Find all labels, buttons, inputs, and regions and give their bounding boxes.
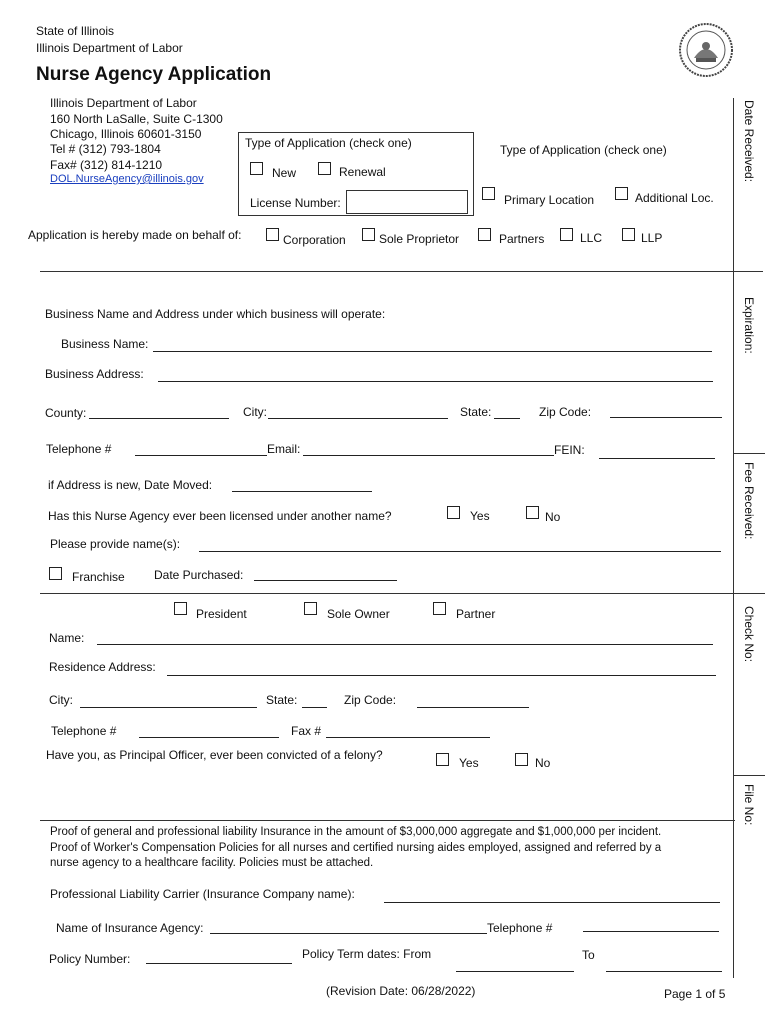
license-label: License Number: (250, 196, 341, 210)
agency-input[interactable] (210, 933, 487, 934)
partners-label: Partners (499, 232, 545, 246)
fee-received-label: Fee Received: (742, 462, 756, 540)
telephone-input[interactable] (135, 455, 267, 456)
agency-telephone-label: Telephone # (487, 921, 553, 935)
officer-city-input[interactable] (80, 707, 257, 708)
insurance-para-3: nurse agency to a healthcare facility. Policies must be attached. (50, 857, 374, 869)
provide-names-input[interactable] (199, 551, 721, 552)
llp-checkbox[interactable] (622, 228, 635, 241)
date-purchased-input[interactable] (254, 580, 397, 581)
business-intro: Business Name and Address under which business will operate: (45, 307, 386, 321)
partner-label: Partner (456, 607, 496, 621)
state-field-label: State: (460, 405, 492, 419)
email-input[interactable] (303, 455, 554, 456)
agency-telephone-input[interactable] (583, 931, 719, 932)
state-seal-icon (678, 22, 734, 78)
llp-label: LLP (641, 231, 663, 245)
telephone-label: Telephone # (46, 442, 112, 456)
behalf-label: Application is hereby made on behalf of: (28, 228, 242, 242)
provide-names-label: Please provide name(s): (50, 537, 181, 551)
date-moved-input[interactable] (232, 491, 372, 492)
partner-checkbox[interactable] (433, 602, 446, 615)
zip-label: Zip Code: (539, 405, 592, 419)
date-moved-label: if Address is new, Date Moved: (48, 478, 213, 492)
policy-from-input[interactable] (456, 971, 574, 972)
officer-name-input[interactable] (97, 644, 713, 645)
renewal-label: Renewal (339, 165, 386, 179)
licensed-question: Has this Nurse Agency ever been licensed under another name? (48, 509, 392, 523)
felony-yes-checkbox[interactable] (436, 753, 449, 766)
date-purchased-label: Date Purchased: (154, 568, 244, 582)
app-type-2-label: Type of Application (check one) (500, 143, 667, 157)
felony-question: Have you, as Principal Officer, ever been convicted of a felony? (46, 748, 383, 762)
business-name-label: Business Name: (61, 337, 149, 351)
business-name-input[interactable] (153, 351, 712, 352)
officer-fax-label: Fax # (291, 724, 322, 738)
sidebar-border (733, 98, 734, 978)
agency-label: Name of Insurance Agency: (56, 921, 204, 935)
policy-number-input[interactable] (146, 963, 292, 964)
tel-label: Tel # (312) 793-1804 (50, 142, 161, 156)
county-label: County: (45, 406, 87, 420)
licensed-no-checkbox[interactable] (526, 506, 539, 519)
president-label: President (196, 607, 247, 621)
new-label: New (272, 166, 297, 180)
corporation-checkbox[interactable] (266, 228, 279, 241)
sole-proprietor-checkbox[interactable] (362, 228, 375, 241)
sidebar-divider-1 (733, 453, 765, 454)
carrier-label: Professional Liability Carrier (Insurance Company name): (50, 887, 355, 901)
officer-telephone-input[interactable] (139, 737, 279, 738)
fein-input[interactable] (599, 458, 715, 459)
officer-city-label: City: (49, 693, 73, 707)
carrier-input[interactable] (384, 902, 720, 903)
email-link[interactable]: DOL.NurseAgency@illinois.gov (50, 173, 204, 185)
felony-no-checkbox[interactable] (515, 753, 528, 766)
policy-to-input[interactable] (606, 971, 722, 972)
primary-location-checkbox[interactable] (482, 187, 495, 200)
fax-label: Fax# (312) 814-1210 (50, 158, 163, 172)
officer-name-label: Name: (49, 631, 85, 645)
section-divider-2 (40, 593, 765, 594)
officer-state-label: State: (266, 693, 298, 707)
address-line2: 160 North LaSalle, Suite C-1300 (50, 112, 223, 126)
email-field-label: Email: (267, 442, 301, 456)
app-type-1-label: Type of Application (check one) (245, 136, 412, 150)
state-input[interactable] (494, 418, 520, 419)
president-checkbox[interactable] (174, 602, 187, 615)
corporation-label: Corporation (283, 233, 346, 247)
primary-location-label: Primary Location (504, 193, 595, 207)
page-number: Page 1 of 5 (664, 987, 726, 1001)
officer-fax-input[interactable] (326, 737, 490, 738)
county-input[interactable] (89, 418, 229, 419)
license-number-input[interactable] (346, 190, 468, 214)
officer-zip-input[interactable] (417, 707, 529, 708)
sole-proprietor-label: Sole Proprietor (379, 232, 460, 246)
officer-telephone-label: Telephone # (51, 724, 117, 738)
new-checkbox[interactable] (250, 162, 263, 175)
licensed-no-label: No (545, 510, 561, 524)
policy-number-label: Policy Number: (49, 952, 131, 966)
insurance-para-1: Proof of general and professional liability Insurance in the amount of $3,000,000 aggregate and $1,000,000 per incident. (50, 826, 662, 838)
insurance-para-2: Proof of Worker's Compensation Policies for all nurses and certified nursing aides employed, assigned and referred by a (50, 842, 662, 854)
llc-checkbox[interactable] (560, 228, 573, 241)
city-input[interactable] (268, 418, 448, 419)
residence-input[interactable] (167, 675, 716, 676)
additional-location-label: Additional Loc. (635, 191, 714, 205)
officer-zip-label: Zip Code: (344, 693, 397, 707)
fein-label: FEIN: (554, 443, 585, 457)
licensed-yes-label: Yes (470, 509, 490, 523)
additional-location-checkbox[interactable] (615, 187, 628, 200)
date-received-label: Date Received: (742, 100, 756, 183)
policy-to-label: To (582, 948, 595, 962)
felony-yes-label: Yes (459, 756, 479, 770)
partners-checkbox[interactable] (478, 228, 491, 241)
section-divider-3 (40, 820, 735, 821)
dept-label: Illinois Department of Labor (36, 41, 183, 55)
felony-no-label: No (535, 756, 551, 770)
officer-state-input[interactable] (302, 707, 327, 708)
llc-label: LLC (580, 231, 603, 245)
city-label: City: (243, 405, 267, 419)
licensed-yes-checkbox[interactable] (447, 506, 460, 519)
page-title: Nurse Agency Application (36, 64, 272, 85)
policy-term-label: Policy Term dates: From (302, 947, 432, 961)
address-line3: Chicago, Illinois 60601-3150 (50, 127, 202, 141)
sole-owner-checkbox[interactable] (304, 602, 317, 615)
check-no-label: Check No: (742, 606, 756, 663)
zip-input[interactable] (610, 417, 722, 418)
franchise-checkbox[interactable] (49, 567, 62, 580)
business-address-input[interactable] (158, 381, 713, 382)
file-no-label: File No: (742, 784, 756, 826)
section-divider-1 (40, 271, 763, 272)
renewal-checkbox[interactable] (318, 162, 331, 175)
business-address-label: Business Address: (45, 367, 144, 381)
franchise-label: Franchise (72, 570, 125, 584)
revision-date: (Revision Date: 06/28/2022) (326, 984, 476, 998)
state-label: State of Illinois (36, 24, 115, 38)
sidebar-divider-2 (733, 775, 765, 776)
address-line1: Illinois Department of Labor (50, 96, 197, 110)
expiration-label: Expiration: (742, 297, 756, 354)
residence-label: Residence Address: (49, 660, 156, 674)
sole-owner-label: Sole Owner (327, 607, 390, 621)
